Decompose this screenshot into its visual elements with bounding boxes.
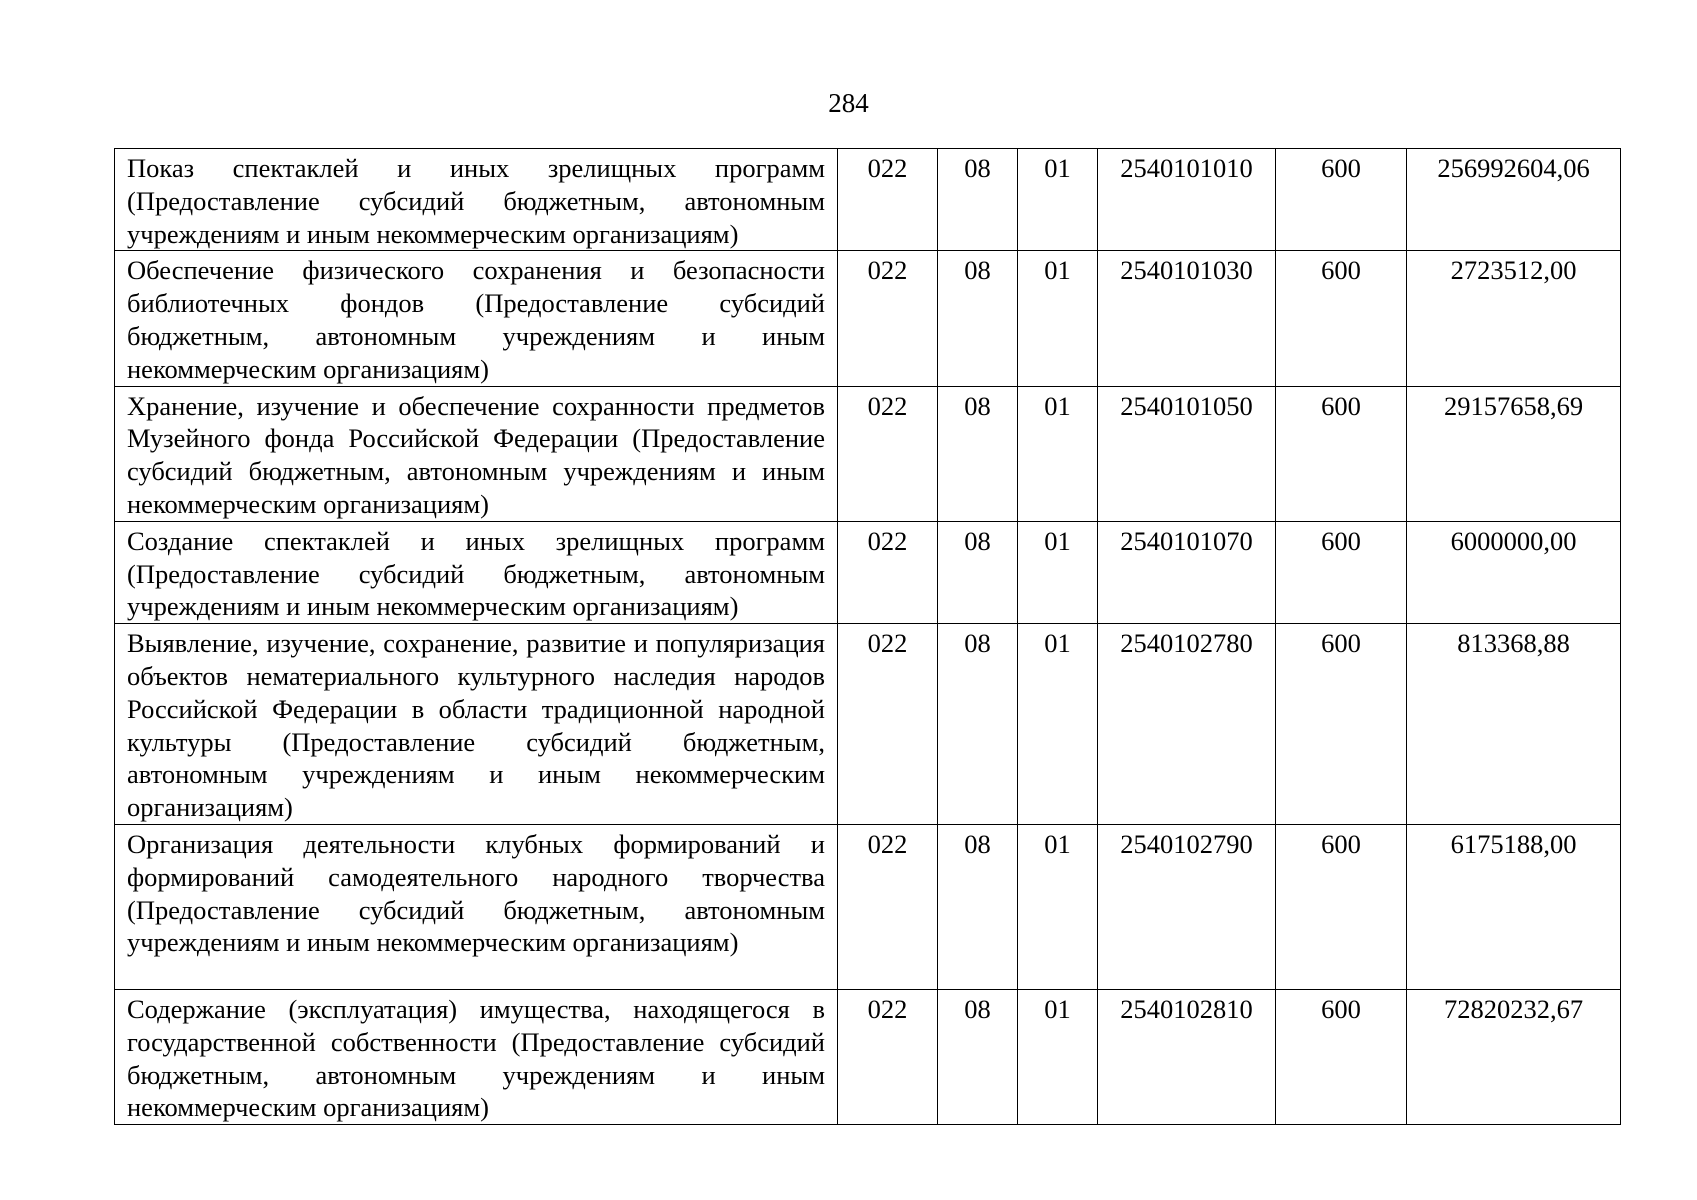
subsection-code: 01 [1018, 386, 1098, 521]
row-description: Обеспечение физического сохранения и безопасности библиотечных фондов (Предоставление субсидий бюджетным, автономным учреждениям и иным некоммерческим организациям) [115, 251, 838, 386]
ministry-code: 022 [838, 251, 938, 386]
amount: 6000000,00 [1407, 521, 1621, 623]
expense-type-code: 600 [1276, 386, 1407, 521]
target-article-code: 2540102780 [1098, 624, 1276, 825]
row-description: Организация деятельности клубных формирований и формирований самодеятельного народного творчества (Предоставление субсидий бюджетным, автономным учреждениям и иным некоммерческим организациям) [115, 824, 838, 989]
ministry-code: 022 [838, 521, 938, 623]
section-code: 08 [938, 149, 1018, 251]
target-article-code: 2540102810 [1098, 989, 1276, 1124]
expense-type-code: 600 [1276, 521, 1407, 623]
row-description: Показ спектаклей и иных зрелищных программ (Предоставление субсидий бюджетным, автономным учреждениям и иным некоммерческим организациям) [115, 149, 838, 251]
subsection-code: 01 [1018, 824, 1098, 989]
row-description: Содержание (эксплуатация) имущества, находящегося в государственной собственности (Предоставление субсидий бюджетным, автономным учреждениям и иным некоммерческим организациям) [115, 989, 838, 1124]
section-code: 08 [938, 251, 1018, 386]
amount: 256992604,06 [1407, 149, 1621, 251]
table-row [115, 386, 1621, 521]
table-row [115, 989, 1621, 1124]
table-row [115, 521, 1621, 623]
subsection-code: 01 [1018, 624, 1098, 825]
section-code: 08 [938, 989, 1018, 1124]
amount: 29157658,69 [1407, 386, 1621, 521]
ministry-code: 022 [838, 989, 938, 1124]
section-code: 08 [938, 386, 1018, 521]
table-row [115, 251, 1621, 386]
section-code: 08 [938, 521, 1018, 623]
expense-type-code: 600 [1276, 824, 1407, 989]
row-description: Выявление, изучение, сохранение, развитие и популяризация объектов нематериального культурного наследия народов Российской Федерации в области традиционной народной культуры (Предоставление субсидий бюджетным, автономным учреждениям и иным некоммерческим организациям) [115, 624, 838, 825]
amount: 2723512,00 [1407, 251, 1621, 386]
ministry-code: 022 [838, 624, 938, 825]
row-description: Создание спектаклей и иных зрелищных программ (Предоставление субсидий бюджетным, автономным учреждениям и иным некоммерческим организациям) [115, 521, 838, 623]
table-row [115, 624, 1621, 825]
row-description: Хранение, изучение и обеспечение сохранности предметов Музейного фонда Российской Федерации (Предоставление субсидий бюджетным, автономным учреждениям и иным некоммерческим организациям) [115, 386, 838, 521]
expense-type-code: 600 [1276, 989, 1407, 1124]
table-row [115, 149, 1621, 251]
ministry-code: 022 [838, 386, 938, 521]
page-number: 284 [828, 88, 869, 118]
expense-type-code: 600 [1276, 624, 1407, 825]
target-article-code: 2540101010 [1098, 149, 1276, 251]
amount: 6175188,00 [1407, 824, 1621, 989]
budget-table [114, 148, 1621, 1125]
table-row [115, 824, 1621, 989]
section-code: 08 [938, 624, 1018, 825]
target-article-code: 2540102790 [1098, 824, 1276, 989]
ministry-code: 022 [838, 824, 938, 989]
ministry-code: 022 [838, 149, 938, 251]
expense-type-code: 600 [1276, 251, 1407, 386]
target-article-code: 2540101070 [1098, 521, 1276, 623]
subsection-code: 01 [1018, 149, 1098, 251]
target-article-code: 2540101030 [1098, 251, 1276, 386]
section-code: 08 [938, 824, 1018, 989]
expense-type-code: 600 [1276, 149, 1407, 251]
amount: 72820232,67 [1407, 989, 1621, 1124]
target-article-code: 2540101050 [1098, 386, 1276, 521]
subsection-code: 01 [1018, 989, 1098, 1124]
subsection-code: 01 [1018, 251, 1098, 386]
subsection-code: 01 [1018, 521, 1098, 623]
amount: 813368,88 [1407, 624, 1621, 825]
